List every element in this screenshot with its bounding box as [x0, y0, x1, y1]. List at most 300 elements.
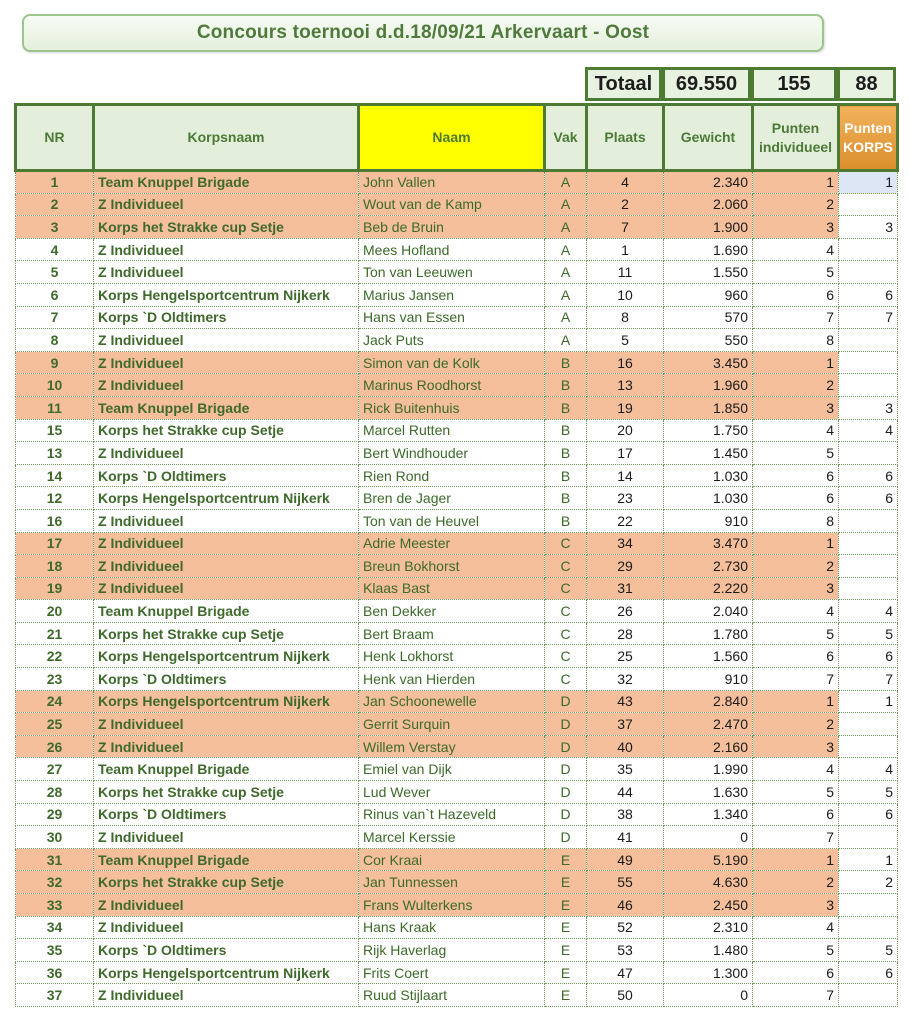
cell-korpsnaam[interactable]: Z Individueel [94, 894, 359, 917]
cell-gewicht[interactable]: 1.030 [664, 487, 753, 510]
cell-punten-korps[interactable]: 6 [839, 645, 898, 668]
cell-naam[interactable]: Cor Kraai [359, 848, 545, 871]
cell-nr[interactable]: 7 [16, 306, 94, 329]
header-nr[interactable]: NR [16, 105, 94, 171]
cell-korpsnaam[interactable]: Z Individueel [94, 193, 359, 216]
cell-vak[interactable]: B [545, 487, 587, 510]
cell-naam[interactable]: Ben Dekker [359, 600, 545, 623]
cell-punten-korps[interactable]: 4 [839, 600, 898, 623]
cell-plaats[interactable]: 2 [587, 193, 664, 216]
cell-naam[interactable]: Hans Kraak [359, 916, 545, 939]
cell-plaats[interactable]: 17 [587, 442, 664, 465]
cell-vak[interactable]: C [545, 600, 587, 623]
cell-naam[interactable]: Bren de Jager [359, 487, 545, 510]
cell-nr[interactable]: 22 [16, 645, 94, 668]
cell-punten-korps[interactable]: 4 [839, 758, 898, 781]
cell-korpsnaam[interactable]: Z Individueel [94, 442, 359, 465]
cell-punten-korps[interactable]: 6 [839, 487, 898, 510]
cell-punten-korps[interactable]: 1 [839, 171, 898, 194]
cell-korpsnaam[interactable]: Z Individueel [94, 351, 359, 374]
cell-nr[interactable]: 4 [16, 238, 94, 261]
cell-gewicht[interactable]: 1.630 [664, 781, 753, 804]
cell-naam[interactable]: Marcel Rutten [359, 419, 545, 442]
cell-naam[interactable]: Henk van Hierden [359, 668, 545, 691]
cell-vak[interactable]: B [545, 419, 587, 442]
cell-naam[interactable]: Ton van Leeuwen [359, 261, 545, 284]
cell-vak[interactable]: E [545, 916, 587, 939]
cell-gewicht[interactable]: 1.990 [664, 758, 753, 781]
cell-punten-korps[interactable] [839, 532, 898, 555]
cell-nr[interactable]: 18 [16, 555, 94, 578]
cell-punten-individueel[interactable]: 2 [753, 555, 839, 578]
cell-vak[interactable]: A [545, 261, 587, 284]
cell-nr[interactable]: 13 [16, 442, 94, 465]
cell-punten-individueel[interactable]: 6 [753, 464, 839, 487]
cell-plaats[interactable]: 7 [587, 216, 664, 239]
cell-korpsnaam[interactable]: Team Knuppel Brigade [94, 600, 359, 623]
cell-plaats[interactable]: 41 [587, 826, 664, 849]
cell-gewicht[interactable]: 550 [664, 329, 753, 352]
cell-vak[interactable]: E [545, 871, 587, 894]
cell-vak[interactable]: D [545, 758, 587, 781]
cell-gewicht[interactable]: 4.630 [664, 871, 753, 894]
cell-korpsnaam[interactable]: Z Individueel [94, 713, 359, 736]
cell-nr[interactable]: 25 [16, 713, 94, 736]
cell-plaats[interactable]: 35 [587, 758, 664, 781]
header-plaats[interactable]: Plaats [587, 105, 664, 171]
cell-punten-korps[interactable] [839, 826, 898, 849]
cell-punten-korps[interactable]: 3 [839, 396, 898, 419]
cell-nr[interactable]: 33 [16, 894, 94, 917]
cell-plaats[interactable]: 26 [587, 600, 664, 623]
cell-korpsnaam[interactable]: Korps `D Oldtimers [94, 668, 359, 691]
cell-plaats[interactable]: 22 [587, 509, 664, 532]
cell-plaats[interactable]: 20 [587, 419, 664, 442]
cell-naam[interactable]: Gerrit Surquin [359, 713, 545, 736]
cell-vak[interactable]: C [545, 577, 587, 600]
cell-nr[interactable]: 21 [16, 622, 94, 645]
cell-nr[interactable]: 10 [16, 374, 94, 397]
cell-nr[interactable]: 19 [16, 577, 94, 600]
cell-punten-korps[interactable] [839, 193, 898, 216]
cell-punten-korps[interactable] [839, 238, 898, 261]
cell-vak[interactable]: E [545, 939, 587, 962]
cell-punten-korps[interactable]: 7 [839, 306, 898, 329]
cell-nr[interactable]: 23 [16, 668, 94, 691]
cell-plaats[interactable]: 44 [587, 781, 664, 804]
header-vak[interactable]: Vak [545, 105, 587, 171]
cell-vak[interactable]: A [545, 238, 587, 261]
cell-plaats[interactable]: 4 [587, 171, 664, 194]
cell-vak[interactable]: C [545, 622, 587, 645]
cell-plaats[interactable]: 50 [587, 984, 664, 1007]
cell-gewicht[interactable]: 1.550 [664, 261, 753, 284]
cell-nr[interactable]: 31 [16, 848, 94, 871]
cell-gewicht[interactable]: 910 [664, 668, 753, 691]
cell-plaats[interactable]: 43 [587, 690, 664, 713]
cell-korpsnaam[interactable]: Z Individueel [94, 261, 359, 284]
cell-nr[interactable]: 16 [16, 509, 94, 532]
cell-vak[interactable]: A [545, 329, 587, 352]
cell-punten-individueel[interactable]: 6 [753, 487, 839, 510]
cell-plaats[interactable]: 37 [587, 713, 664, 736]
cell-korpsnaam[interactable]: Z Individueel [94, 826, 359, 849]
cell-gewicht[interactable]: 1.960 [664, 374, 753, 397]
cell-nr[interactable]: 35 [16, 939, 94, 962]
cell-naam[interactable]: Marius Jansen [359, 283, 545, 306]
cell-korpsnaam[interactable]: Team Knuppel Brigade [94, 396, 359, 419]
cell-punten-korps[interactable] [839, 261, 898, 284]
cell-nr[interactable]: 3 [16, 216, 94, 239]
cell-gewicht[interactable]: 0 [664, 984, 753, 1007]
cell-nr[interactable]: 17 [16, 532, 94, 555]
cell-punten-korps[interactable] [839, 984, 898, 1007]
cell-punten-korps[interactable] [839, 351, 898, 374]
cell-gewicht[interactable]: 1.850 [664, 396, 753, 419]
cell-nr[interactable]: 20 [16, 600, 94, 623]
cell-punten-individueel[interactable]: 1 [753, 351, 839, 374]
cell-naam[interactable]: Willem Verstay [359, 735, 545, 758]
cell-punten-korps[interactable]: 6 [839, 961, 898, 984]
cell-plaats[interactable]: 8 [587, 306, 664, 329]
cell-gewicht[interactable]: 2.310 [664, 916, 753, 939]
cell-vak[interactable]: B [545, 396, 587, 419]
cell-gewicht[interactable]: 570 [664, 306, 753, 329]
cell-vak[interactable]: D [545, 735, 587, 758]
cell-korpsnaam[interactable]: Z Individueel [94, 532, 359, 555]
cell-punten-korps[interactable] [839, 713, 898, 736]
cell-korpsnaam[interactable]: Team Knuppel Brigade [94, 758, 359, 781]
cell-plaats[interactable]: 55 [587, 871, 664, 894]
cell-naam[interactable]: Simon van de Kolk [359, 351, 545, 374]
cell-punten-individueel[interactable]: 6 [753, 283, 839, 306]
cell-punten-korps[interactable]: 6 [839, 803, 898, 826]
cell-naam[interactable]: Emiel van Dijk [359, 758, 545, 781]
cell-punten-korps[interactable]: 6 [839, 283, 898, 306]
cell-naam[interactable]: Mees Hofland [359, 238, 545, 261]
cell-vak[interactable]: E [545, 848, 587, 871]
cell-punten-individueel[interactable]: 6 [753, 645, 839, 668]
cell-punten-individueel[interactable]: 3 [753, 735, 839, 758]
cell-vak[interactable]: A [545, 171, 587, 194]
cell-naam[interactable]: Bert Windhouder [359, 442, 545, 465]
cell-punten-individueel[interactable]: 3 [753, 577, 839, 600]
cell-plaats[interactable]: 28 [587, 622, 664, 645]
header-korpsnaam[interactable]: Korpsnaam [94, 105, 359, 171]
cell-nr[interactable]: 36 [16, 961, 94, 984]
cell-plaats[interactable]: 23 [587, 487, 664, 510]
cell-vak[interactable]: E [545, 894, 587, 917]
cell-korpsnaam[interactable]: Korps Hengelsportcentrum Nijkerk [94, 645, 359, 668]
cell-naam[interactable]: Adrie Meester [359, 532, 545, 555]
cell-plaats[interactable]: 25 [587, 645, 664, 668]
cell-korpsnaam[interactable]: Team Knuppel Brigade [94, 848, 359, 871]
cell-nr[interactable]: 37 [16, 984, 94, 1007]
cell-gewicht[interactable]: 960 [664, 283, 753, 306]
cell-punten-korps[interactable] [839, 555, 898, 578]
cell-plaats[interactable]: 52 [587, 916, 664, 939]
cell-plaats[interactable]: 19 [587, 396, 664, 419]
cell-nr[interactable]: 28 [16, 781, 94, 804]
cell-nr[interactable]: 8 [16, 329, 94, 352]
cell-naam[interactable]: Rijk Haverlag [359, 939, 545, 962]
cell-gewicht[interactable]: 2.220 [664, 577, 753, 600]
cell-nr[interactable]: 12 [16, 487, 94, 510]
cell-korpsnaam[interactable]: Z Individueel [94, 555, 359, 578]
header-gewicht[interactable]: Gewicht [664, 105, 753, 171]
cell-plaats[interactable]: 5 [587, 329, 664, 352]
cell-punten-individueel[interactable]: 2 [753, 193, 839, 216]
cell-punten-individueel[interactable]: 3 [753, 396, 839, 419]
cell-gewicht[interactable]: 1.780 [664, 622, 753, 645]
cell-naam[interactable]: Marinus Roodhorst [359, 374, 545, 397]
cell-naam[interactable]: Rien Rond [359, 464, 545, 487]
cell-gewicht[interactable]: 2.160 [664, 735, 753, 758]
cell-punten-individueel[interactable]: 4 [753, 600, 839, 623]
cell-punten-individueel[interactable]: 5 [753, 939, 839, 962]
cell-punten-individueel[interactable]: 4 [753, 238, 839, 261]
cell-punten-korps[interactable]: 4 [839, 419, 898, 442]
cell-plaats[interactable]: 53 [587, 939, 664, 962]
cell-korpsnaam[interactable]: Korps `D Oldtimers [94, 803, 359, 826]
cell-naam[interactable]: Rick Buitenhuis [359, 396, 545, 419]
cell-gewicht[interactable]: 3.470 [664, 532, 753, 555]
cell-nr[interactable]: 24 [16, 690, 94, 713]
cell-punten-korps[interactable] [839, 894, 898, 917]
cell-naam[interactable]: Ruud Stijlaart [359, 984, 545, 1007]
cell-gewicht[interactable]: 0 [664, 826, 753, 849]
cell-naam[interactable]: Ton van de Heuvel [359, 509, 545, 532]
cell-plaats[interactable]: 40 [587, 735, 664, 758]
cell-vak[interactable]: C [545, 532, 587, 555]
cell-vak[interactable]: A [545, 283, 587, 306]
cell-gewicht[interactable]: 1.900 [664, 216, 753, 239]
cell-gewicht[interactable]: 2.730 [664, 555, 753, 578]
cell-naam[interactable]: Breun Bokhorst [359, 555, 545, 578]
cell-korpsnaam[interactable]: Z Individueel [94, 374, 359, 397]
cell-naam[interactable]: Klaas Bast [359, 577, 545, 600]
cell-plaats[interactable]: 29 [587, 555, 664, 578]
cell-gewicht[interactable]: 2.060 [664, 193, 753, 216]
cell-punten-individueel[interactable]: 1 [753, 848, 839, 871]
cell-vak[interactable]: D [545, 713, 587, 736]
cell-punten-individueel[interactable]: 3 [753, 894, 839, 917]
cell-punten-individueel[interactable]: 5 [753, 442, 839, 465]
cell-punten-korps[interactable] [839, 329, 898, 352]
cell-naam[interactable]: Beb de Bruin [359, 216, 545, 239]
cell-punten-individueel[interactable]: 7 [753, 984, 839, 1007]
cell-plaats[interactable]: 13 [587, 374, 664, 397]
cell-vak[interactable]: A [545, 306, 587, 329]
cell-naam[interactable]: Jan Tunnessen [359, 871, 545, 894]
cell-naam[interactable]: Bert Braam [359, 622, 545, 645]
cell-vak[interactable]: B [545, 464, 587, 487]
cell-nr[interactable]: 26 [16, 735, 94, 758]
cell-korpsnaam[interactable]: Z Individueel [94, 735, 359, 758]
header-naam[interactable]: Naam [359, 105, 545, 171]
cell-nr[interactable]: 34 [16, 916, 94, 939]
cell-vak[interactable]: D [545, 803, 587, 826]
cell-gewicht[interactable]: 1.030 [664, 464, 753, 487]
cell-korpsnaam[interactable]: Z Individueel [94, 238, 359, 261]
cell-punten-individueel[interactable]: 1 [753, 690, 839, 713]
cell-korpsnaam[interactable]: Korps Hengelsportcentrum Nijkerk [94, 961, 359, 984]
cell-korpsnaam[interactable]: Korps het Strakke cup Setje [94, 781, 359, 804]
cell-naam[interactable]: Jan Schoonewelle [359, 690, 545, 713]
cell-punten-individueel[interactable]: 5 [753, 781, 839, 804]
cell-naam[interactable]: Hans van Essen [359, 306, 545, 329]
cell-nr[interactable]: 1 [16, 171, 94, 194]
cell-vak[interactable]: A [545, 193, 587, 216]
cell-punten-korps[interactable]: 7 [839, 668, 898, 691]
cell-naam[interactable]: Rinus van`t Hazeveld [359, 803, 545, 826]
cell-korpsnaam[interactable]: Korps het Strakke cup Setje [94, 419, 359, 442]
cell-gewicht[interactable]: 2.040 [664, 600, 753, 623]
cell-punten-korps[interactable]: 2 [839, 871, 898, 894]
cell-punten-individueel[interactable]: 3 [753, 216, 839, 239]
cell-nr[interactable]: 27 [16, 758, 94, 781]
cell-plaats[interactable]: 46 [587, 894, 664, 917]
cell-punten-individueel[interactable]: 6 [753, 803, 839, 826]
cell-nr[interactable]: 9 [16, 351, 94, 374]
cell-naam[interactable]: Wout van de Kamp [359, 193, 545, 216]
header-punten-korps[interactable] [839, 105, 898, 171]
cell-gewicht[interactable]: 1.750 [664, 419, 753, 442]
cell-gewicht[interactable]: 1.560 [664, 645, 753, 668]
cell-nr[interactable]: 30 [16, 826, 94, 849]
cell-punten-individueel[interactable]: 5 [753, 622, 839, 645]
cell-naam[interactable]: Jack Puts [359, 329, 545, 352]
cell-vak[interactable]: A [545, 216, 587, 239]
cell-vak[interactable]: E [545, 961, 587, 984]
cell-gewicht[interactable]: 1.690 [664, 238, 753, 261]
cell-naam[interactable]: John Vallen [359, 171, 545, 194]
cell-punten-individueel[interactable]: 7 [753, 668, 839, 691]
cell-korpsnaam[interactable]: Korps Hengelsportcentrum Nijkerk [94, 487, 359, 510]
cell-punten-korps[interactable]: 6 [839, 464, 898, 487]
header-punten-individueel[interactable] [753, 105, 839, 171]
cell-vak[interactable]: D [545, 826, 587, 849]
cell-punten-individueel[interactable]: 6 [753, 961, 839, 984]
cell-plaats[interactable]: 14 [587, 464, 664, 487]
cell-vak[interactable]: B [545, 442, 587, 465]
cell-punten-individueel[interactable]: 1 [753, 532, 839, 555]
cell-korpsnaam[interactable]: Z Individueel [94, 329, 359, 352]
cell-gewicht[interactable]: 910 [664, 509, 753, 532]
cell-nr[interactable]: 32 [16, 871, 94, 894]
cell-punten-korps[interactable] [839, 509, 898, 532]
cell-korpsnaam[interactable]: Korps Hengelsportcentrum Nijkerk [94, 283, 359, 306]
cell-punten-korps[interactable]: 1 [839, 690, 898, 713]
cell-punten-individueel[interactable]: 4 [753, 419, 839, 442]
cell-punten-individueel[interactable]: 4 [753, 916, 839, 939]
cell-korpsnaam[interactable]: Z Individueel [94, 984, 359, 1007]
cell-gewicht[interactable]: 2.340 [664, 171, 753, 194]
cell-plaats[interactable]: 49 [587, 848, 664, 871]
cell-punten-individueel[interactable]: 2 [753, 374, 839, 397]
cell-korpsnaam[interactable]: Korps het Strakke cup Setje [94, 216, 359, 239]
cell-plaats[interactable]: 11 [587, 261, 664, 284]
cell-korpsnaam[interactable]: Korps `D Oldtimers [94, 939, 359, 962]
cell-korpsnaam[interactable]: Team Knuppel Brigade [94, 171, 359, 194]
cell-punten-korps[interactable]: 1 [839, 848, 898, 871]
cell-vak[interactable]: B [545, 374, 587, 397]
cell-punten-korps[interactable]: 5 [839, 622, 898, 645]
cell-punten-individueel[interactable]: 8 [753, 329, 839, 352]
cell-korpsnaam[interactable]: Z Individueel [94, 916, 359, 939]
cell-gewicht[interactable]: 1.450 [664, 442, 753, 465]
cell-gewicht[interactable]: 1.340 [664, 803, 753, 826]
cell-gewicht[interactable]: 1.480 [664, 939, 753, 962]
cell-punten-individueel[interactable]: 7 [753, 306, 839, 329]
cell-punten-individueel[interactable]: 4 [753, 758, 839, 781]
cell-gewicht[interactable]: 2.840 [664, 690, 753, 713]
cell-nr[interactable]: 6 [16, 283, 94, 306]
cell-nr[interactable]: 15 [16, 419, 94, 442]
cell-vak[interactable]: B [545, 351, 587, 374]
cell-punten-korps[interactable]: 5 [839, 939, 898, 962]
cell-korpsnaam[interactable]: Korps `D Oldtimers [94, 306, 359, 329]
cell-nr[interactable]: 2 [16, 193, 94, 216]
cell-vak[interactable]: C [545, 555, 587, 578]
cell-gewicht[interactable]: 1.300 [664, 961, 753, 984]
cell-vak[interactable]: E [545, 984, 587, 1007]
cell-plaats[interactable]: 31 [587, 577, 664, 600]
cell-nr[interactable]: 5 [16, 261, 94, 284]
cell-plaats[interactable]: 16 [587, 351, 664, 374]
cell-korpsnaam[interactable]: Korps het Strakke cup Setje [94, 871, 359, 894]
cell-nr[interactable]: 14 [16, 464, 94, 487]
cell-plaats[interactable]: 32 [587, 668, 664, 691]
cell-punten-korps[interactable]: 5 [839, 781, 898, 804]
cell-vak[interactable]: C [545, 645, 587, 668]
cell-plaats[interactable]: 34 [587, 532, 664, 555]
cell-korpsnaam[interactable]: Korps `D Oldtimers [94, 464, 359, 487]
cell-gewicht[interactable]: 3.450 [664, 351, 753, 374]
cell-naam[interactable]: Frans Wulterkens [359, 894, 545, 917]
cell-nr[interactable]: 29 [16, 803, 94, 826]
cell-punten-individueel[interactable]: 5 [753, 261, 839, 284]
cell-naam[interactable]: Marcel Kerssie [359, 826, 545, 849]
cell-punten-korps[interactable]: 3 [839, 216, 898, 239]
cell-punten-individueel[interactable]: 7 [753, 826, 839, 849]
cell-punten-individueel[interactable]: 2 [753, 871, 839, 894]
cell-punten-korps[interactable] [839, 916, 898, 939]
cell-naam[interactable]: Frits Coert [359, 961, 545, 984]
cell-punten-individueel[interactable]: 1 [753, 171, 839, 194]
cell-korpsnaam[interactable]: Korps Hengelsportcentrum Nijkerk [94, 690, 359, 713]
cell-punten-individueel[interactable]: 2 [753, 713, 839, 736]
cell-naam[interactable]: Lud Wever [359, 781, 545, 804]
cell-plaats[interactable]: 10 [587, 283, 664, 306]
cell-korpsnaam[interactable]: Z Individueel [94, 577, 359, 600]
cell-punten-korps[interactable] [839, 442, 898, 465]
cell-vak[interactable]: D [545, 781, 587, 804]
cell-vak[interactable]: D [545, 690, 587, 713]
cell-plaats[interactable]: 1 [587, 238, 664, 261]
cell-punten-korps[interactable] [839, 735, 898, 758]
cell-gewicht[interactable]: 5.190 [664, 848, 753, 871]
cell-punten-korps[interactable] [839, 374, 898, 397]
cell-plaats[interactable]: 38 [587, 803, 664, 826]
cell-naam[interactable]: Henk Lokhorst [359, 645, 545, 668]
cell-nr[interactable]: 11 [16, 396, 94, 419]
cell-gewicht[interactable]: 2.450 [664, 894, 753, 917]
cell-korpsnaam[interactable]: Korps het Strakke cup Setje [94, 622, 359, 645]
cell-plaats[interactable]: 47 [587, 961, 664, 984]
cell-punten-korps[interactable] [839, 577, 898, 600]
cell-korpsnaam[interactable]: Z Individueel [94, 509, 359, 532]
